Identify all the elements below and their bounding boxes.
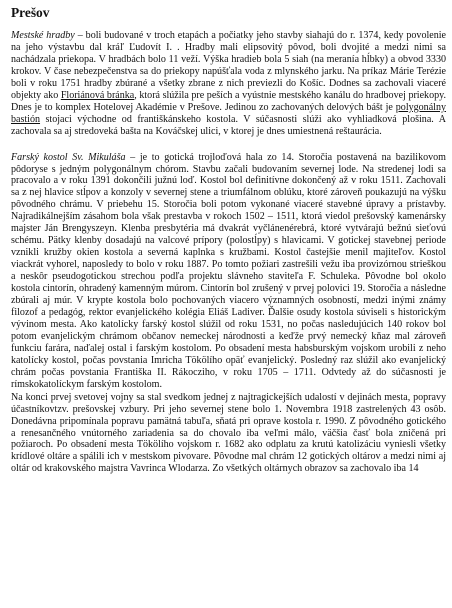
paragraph-text: stojaci východne od františkánskeho kostola. V súčasnosti slúži ako vyhliadková plošina. A zachovala sa aj stredoveká bašta na Kováčskej ulici, v ktorej je dnes umiestnená reštaurácia. xyxy=(11,113,446,137)
page-title: Prešov xyxy=(11,5,50,20)
paragraph-mestske-hradby xyxy=(11,30,446,138)
paragraph-lead: Mestské hradby xyxy=(11,30,75,41)
paragraph-text: – je to gotická trojloďová hala zo 14. Storočia postavená na bazilikovom pôdoryse s jedným polygonálnym chórom. Stavbu začali budovaním severnej lode. Na stredenej lodi sa pracovalo a v roku 1391 dokončili južnú loď. Kostol bol definitívne dokončený až v roku 1511. Zachovali sa z nej hlavice stĺpov a konzoly v severnej stene a triumfálnom oblúku, ktoré zároveň poukazujú na výšku pôvodného chrámu. V priebehu 15. Storočia boli potom vykonané viaceré stavebné úpravy a prístavby. Najradikálnejším zásahom bola však prestavba v rokoch 1502 – 1511, ktorá viedol prešovský kamenársky majster Ján Brengyszeyn. Klenba presbytéria má dvakrát vyčlánenérebrá, ktoré vytvárajú bežnú sieťovú schému. Pätky klenby dosadajú na valcové prípory (polostĺpy) s hlavicami. V gotickej stavebnej periode vznikli kružby okien kostola a severná kaplnka s kružbami. Kostol častejšie menil majiteľov. Kostol viackrát vyhorel, naposledy to bolo v roku 1887. Po tomto požiari zastrešili vežu iba provizórnou strieškou a neskôr pseudogotickou strechou podľa projektu slávneho staviteľa F. Schuleka. Pôvodne bol okolo kostola cintorín, ohradený kamenným múrom. Cintorín bol zrušený v prvej polovici 19. Storočia a následne zbúrali aj múr. V krypte kostola bolo pochovaných viacero významných osobností, medzi inými známy filozof a pedagóg, rektor evanjelického kolégia Eliáš Ladiver. Ďalšie osudy kostola súviseli s historickým vývinom mesta. Ako katolícky farský kostol slúžil od roku 1531, no počas nasledujúcich 140 rokov bol potom evanjelickým chrámom občanov nemeckej národnosti a keďže prvý nemecký kňaz mal zároveň funkciu farára, naďalej ostal i farským kostolom. Po obsadení mesta habsburským vojskom urobili z neho katolícky kostol, počas povstania Imricha Tökölího opäť evanjelický. Posledný raz slúžil ako evanjelický chrám počas povstania Františka II. Rákocziho, v roku 1705 – 1711. Odvtedy až do súčasnosti je rímskokatolíckym farským kostolom. xyxy=(11,151,446,390)
florianova-branka-link: Floriánová bránka xyxy=(60,89,135,101)
paragraph-text: , ktorá slúžila pre peších a vyústnie mestského kanálu do hradbovej priekopy. Dnes je to komplex Hotelovej Akadémie v Prešove. Jedinou zo zachovaných delových bášt je xyxy=(11,89,447,113)
paragraph-farsky-kostol xyxy=(11,152,446,391)
paragraph-text: – boli budované v troch etapách a počiatky jeho stavby siahajú do r. 1374, kedy povolenie na jeho výstavbu dal kráľ Ľudovít I. . Hradby mali elipsovitý pôvod, boli dvojité a medzi nimi sa nachádzala priekopa. V hradbách bolo 11 veží. Výška hradieb bola 5 siah (na meranía hĺbky) a obvod 3330 krokov. V čase nebezpečenstva sa do priekopy napúšťala voda z mlynského jarku. Na príkaz Márie Terézie boli v roku 1751 hradby zbúrané a všetky zbrane z nich previezli do Košíc. Dodnes sa zachovali viaceré objekty ako xyxy=(11,30,446,101)
paragraph-text: Na konci prvej svetovej vojny sa stal svedkom jednej z najtragickejších udalostí v dejinách mesta, popravy účastníkovtzv. prešovskej vzbury. Pri jeho severnej stene bolo 1. Novembra 1918 zastrelených 43 osôb. Donedávna pripomínala popravu pamätná tabuľa, sňatá pri oprave kostola r. 1990. Z pôvodného gotického a renesančného vnútorného zariadenia sa do chovalo iba veľmi málo, väčšia časť bola zničená pri požiaroch. Po obsadení mesta Tökölího vojskom r. 1682 ako odplatu za krutú katolizáciu vyniesli všetky krídlové oltáre a spálili ich v mestskom pivovare. Pôvodne mal chrám 12 gotických oltárov a medzi nimi aj oltár od krakovského majstra Vavrinca Wlodarza. Zo všetkých oltárnych obrazov sa zachovalo iba 14 xyxy=(11,391,446,475)
paragraph-lead: Farský kostol Sv. Mikuláša xyxy=(11,151,126,163)
polygonalny-bastion-link: polygonálny bastión xyxy=(11,101,446,125)
paragraph-prva-svetova-vojna xyxy=(11,392,446,476)
